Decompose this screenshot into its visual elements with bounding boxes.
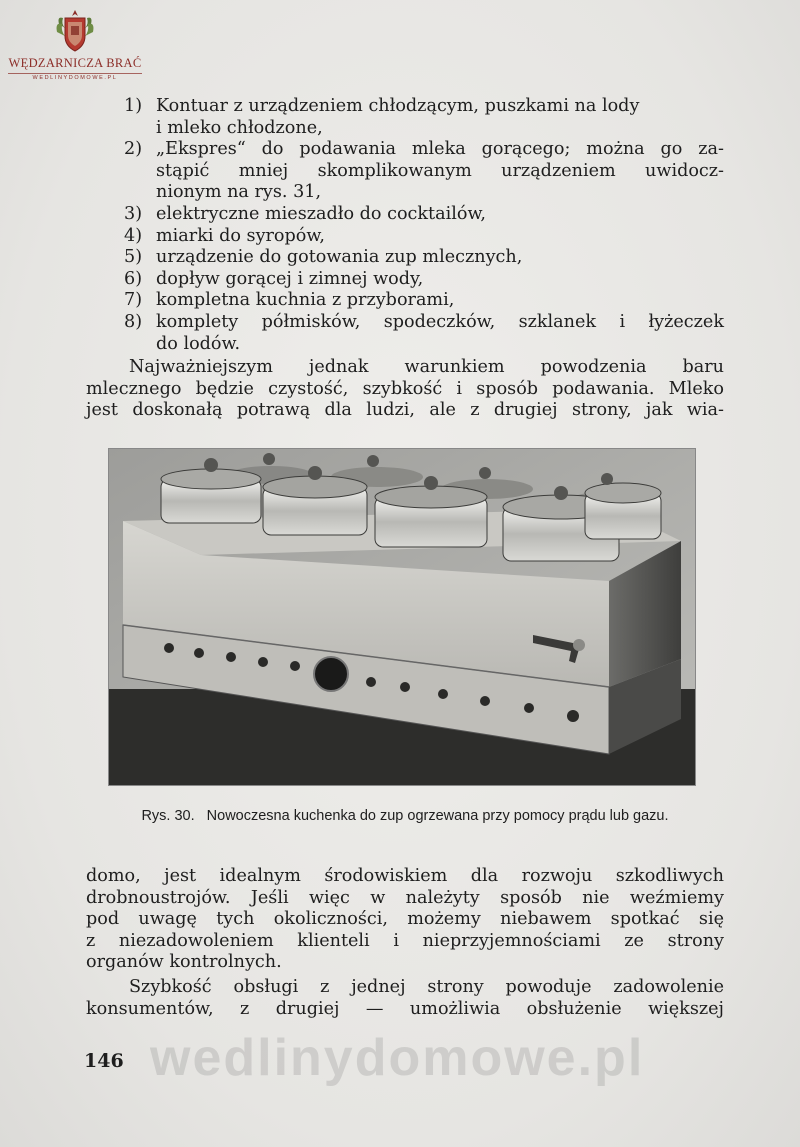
list-item-number: 5)	[124, 247, 143, 268]
list-item-number: 3)	[124, 203, 143, 224]
paragraph-line: Najważniejszym jednak warunkiem powodzenia baru	[129, 357, 724, 377]
soup-cooker-illustration	[109, 449, 695, 785]
paragraph-line: jest doskonałą potrawą dla ludzi, ale z drugiej strony, jak wia-	[86, 400, 724, 421]
page-number: 146	[84, 1050, 124, 1072]
list-item-line: stąpić mniej skomplikowanym urządzeniem uwidocz-	[156, 160, 724, 181]
paragraph	[86, 866, 724, 974]
caption-label: Rys. 30.	[141, 808, 195, 824]
paragraph-line: drobnoustrojów. Jeśli więc w należyty sposób nie weźmiemy	[86, 887, 724, 908]
list-item	[124, 226, 724, 248]
list-item-line: kompletna kuchnia z przyborami,	[156, 290, 455, 311]
logo-divider	[8, 73, 142, 74]
list-item	[124, 312, 724, 355]
watermark: wedlinydomowe.pl	[150, 1029, 645, 1087]
list-item-line: do lodów.	[156, 333, 241, 354]
list-item-line: nionym na rys. 31,	[156, 182, 322, 203]
list-item-line: „Ekspres“ do podawania mleka gorącego; można go za-	[156, 139, 724, 160]
list-item-line: dopływ gorącej i zimnej wody,	[156, 268, 424, 289]
list-item-number: 4)	[124, 225, 143, 246]
paragraph-line: organów kontrolnych.	[86, 952, 282, 973]
figure-photo	[108, 448, 696, 786]
site-logo	[0, 8, 150, 81]
list-item-number: 6)	[124, 268, 143, 289]
list-item	[124, 204, 724, 226]
list-item-line: Kontuar z urządzeniem chłodzącym, puszkami na lody	[156, 96, 640, 116]
list-item-line: elektryczne mieszadło do cocktailów,	[156, 203, 487, 224]
paragraph-line: domo, jest idealnym środowiskiem dla rozwoju szkodliwych	[86, 866, 724, 886]
paragraph-line: pod uwagę tych okoliczności, możemy niebawem spotkać się	[86, 909, 724, 930]
list-item-number: 2)	[124, 139, 143, 160]
list-item-line: i mleko chłodzone,	[156, 117, 323, 138]
list-item-line: urządzenie do gotowania zup mlecznych,	[156, 247, 523, 268]
paragraph-line: z niezadowoleniem klienteli i nieprzyjemnościami ze strony	[86, 930, 724, 951]
logo-name: WĘDZARNICZA BRAĆ	[8, 56, 142, 70]
paragraph-line: konsumentów, z drugiej — umożliwia obsłużenie większej	[86, 998, 724, 1019]
list-item-number: 1)	[124, 96, 143, 116]
list-item-line: miarki do syropów,	[156, 225, 325, 246]
list-item	[124, 96, 724, 139]
paragraph	[86, 977, 724, 1020]
equipment-list	[124, 96, 724, 355]
figure-caption	[86, 807, 724, 826]
crest-icon	[53, 8, 97, 54]
paragraph	[86, 357, 724, 422]
list-item-line: komplety półmisków, spodeczków, szklanek i łyżeczek	[156, 311, 724, 332]
paragraph-line: Szybkość obsługi z jednej strony powoduje zadowolenie	[129, 977, 724, 997]
list-item-number: 8)	[124, 311, 143, 332]
list-item	[124, 290, 724, 312]
list-item	[124, 247, 724, 269]
caption-text: Nowoczesna kuchenka do zup ogrzewana przy pomocy prądu lub gazu.	[206, 808, 669, 824]
logo-url: WEDLINYDOMOWE.PL	[32, 75, 118, 81]
list-item	[124, 139, 724, 204]
list-item	[124, 269, 724, 291]
paragraph-line: mlecznego będzie czystość, szybkość i sposób podawania. Mleko	[86, 378, 724, 399]
list-item-number: 7)	[124, 290, 143, 311]
